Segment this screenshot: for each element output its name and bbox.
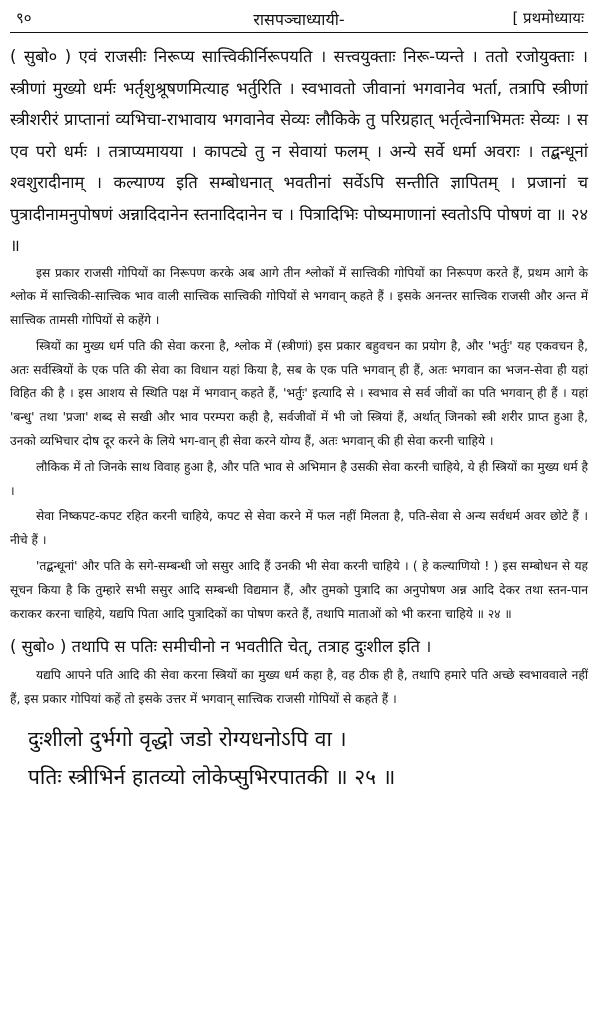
hindi-paragraph: 'तद्बन्धूनां' और पति के सगे-सम्बन्धी जो ससुर आदि हैं उनकी भी सेवा करनी चाहिये । ( हे कल्याणियो ! ) इस सम्बोधन से यह सूचन किया है कि तुम्हारे सभी ससुर आदि सम्बन्धी विद्यमान हैं, और तुमको पुत्रादि का अनुपोषण अन्न आदि देकर तथा स्तन-पान कराकर करना चाहिये, यद्यपि पिता आदि पुत्रादिकों का पोषण करते हैं, तथापि माताओं को भी करना चाहिये ॥ २४ ॥	[10, 559, 588, 621]
running-title: रासपञ्चाध्यायी-	[253, 10, 345, 29]
running-header	[10, 6, 588, 33]
chapter-label: [ प्रथमोध्यायः	[512, 9, 584, 27]
hindi-translation	[10, 262, 588, 627]
sanskrit-commentary: ( सुबो० ) एवं राजसीः निरूप्य सात्त्विकीर्निरूपयति । सत्त्वयुक्ताः निरू-प्यन्ते । ततो रजोयुक्ताः । स्त्रीणां मुख्यो धर्मः भर्तृशुश्रूषणमित्याह भर्तुरिति । स्वभावतो जीवानां भगवानेव भर्ता, तत्रापि स्त्रीणां स्त्रीशरीरं प्राप्तानां व्यभिचा-राभावाय भगवानेव सेव्यः लौकिके तु परिग्रहात् भर्तृत्वेनाभिमतः सेव्यः । स एव परो धर्मः । तत्राप्यमायया । कापट्ये तु न सेवायां फलम् । अन्ये सर्वे धर्मा अवराः । तद्बन्धूनां श्वशुरादीनाम् । कल्याण्य इति सम्बोधनात् भवतीनां सर्वेऽपि सन्तीति ज्ञापितम् । प्रजानां च पुत्रादीनामनुपोषणं अन्नादिदानेन स्तनादिदानेन च । पित्रादिभिः पोष्यमाणानां स्वतोऽपि पोषणं वा ॥ २४ ॥	[10, 47, 588, 255]
page-number: ९०	[16, 9, 32, 27]
shloka-verse	[10, 720, 588, 796]
hindi-paragraph: सेवा निष्कपट-कपट रहित करनी चाहिये, कपट से सेवा करने में फल नहीं मिलता है, पति-सेवा से अन्य सर्वधर्म अवर छोटे हैं । नीचे हैं ।	[10, 509, 588, 548]
sanskrit-intro: ( सुबो० ) तथापि स पतिः समीचीनो न भवतीति चेत्, तत्राह दुःशील इति ।	[10, 637, 432, 657]
hindi-paragraph: यद्यपि आपने पति आदि की सेवा करना स्त्रियों का मुख्य धर्म कहा है, वह ठीक ही है, तथापि हमारे पति अच्छे स्वभाववाले नहीं हैं, इस प्रकार गोपियां कहें तो इसके उत्तर में भगवान् सात्त्विक राजसी गोपियों से कहते हैं ।	[10, 668, 588, 707]
verse-line-1: दुःशीलो दुर्भगो वृद्धो जडो रोग्यधनोऽपि वा ।	[28, 727, 347, 752]
hindi-paragraph: लौकिक में तो जिनके साथ विवाह हुआ है, और पति भाव से अभिमान है उसकी सेवा करनी चाहिये, ये ही स्त्रियों का मुख्य धर्म है ।	[10, 459, 588, 498]
hindi-translation-2	[10, 664, 588, 712]
verse-line-2: पतिः स्त्रीभिर्न हातव्यो लोकेप्सुभिरपातकी ॥ २५ ॥	[28, 765, 396, 790]
hindi-paragraph: इस प्रकार राजसी गोपियों का निरूपण करके अब आगे तीन श्लोकों में सात्त्विकी गोपियों का निरूपण करते हैं, प्रथम आगे के श्लोक में सात्त्विकी-सात्त्विक भाव वाली सात्त्विक सात्त्विकी गोपियों से भगवान् कहते हैं । इसके अनन्तर सात्त्विक राजसी और अन्त में सात्त्विक तामसी गोपियों से कहेंगे ।	[10, 265, 588, 328]
hindi-paragraph: स्त्रियों का मुख्य धर्म पति की सेवा करना है, श्लोक में (स्त्रीणां) इस प्रकार बहुवचन का प्रयोग है, और 'भर्तुः' यह एकवचन है, अतः सर्वस्त्रियों के एक पति की सेवा का विधान यहां किया है, सब के एक पति भगवान् ही हैं, अतः भगवान का भजन-सेवा ही यहां विहित की है । इस आशय से स्थिति पक्ष में भगवान् कहते हैं, 'भर्तुः' इत्यादि से । स्वभाव से सर्व जीवों का पति भगवान् ही हैं । यहां 'बन्धु' तथा 'प्रजा' शब्द से सखी और भाव परम्परा कही है, सर्वजीवों में भी जो स्त्रियां हैं, अर्थात् जिनको स्त्री शरीर प्राप्त हुआ है, उनको व्यभिचार दोष दूर करने के लिये भग-वान् ही सेवा करने योग्य हैं, अतः भगवान् की ही सेवा करनी चाहिये ।	[10, 338, 588, 449]
